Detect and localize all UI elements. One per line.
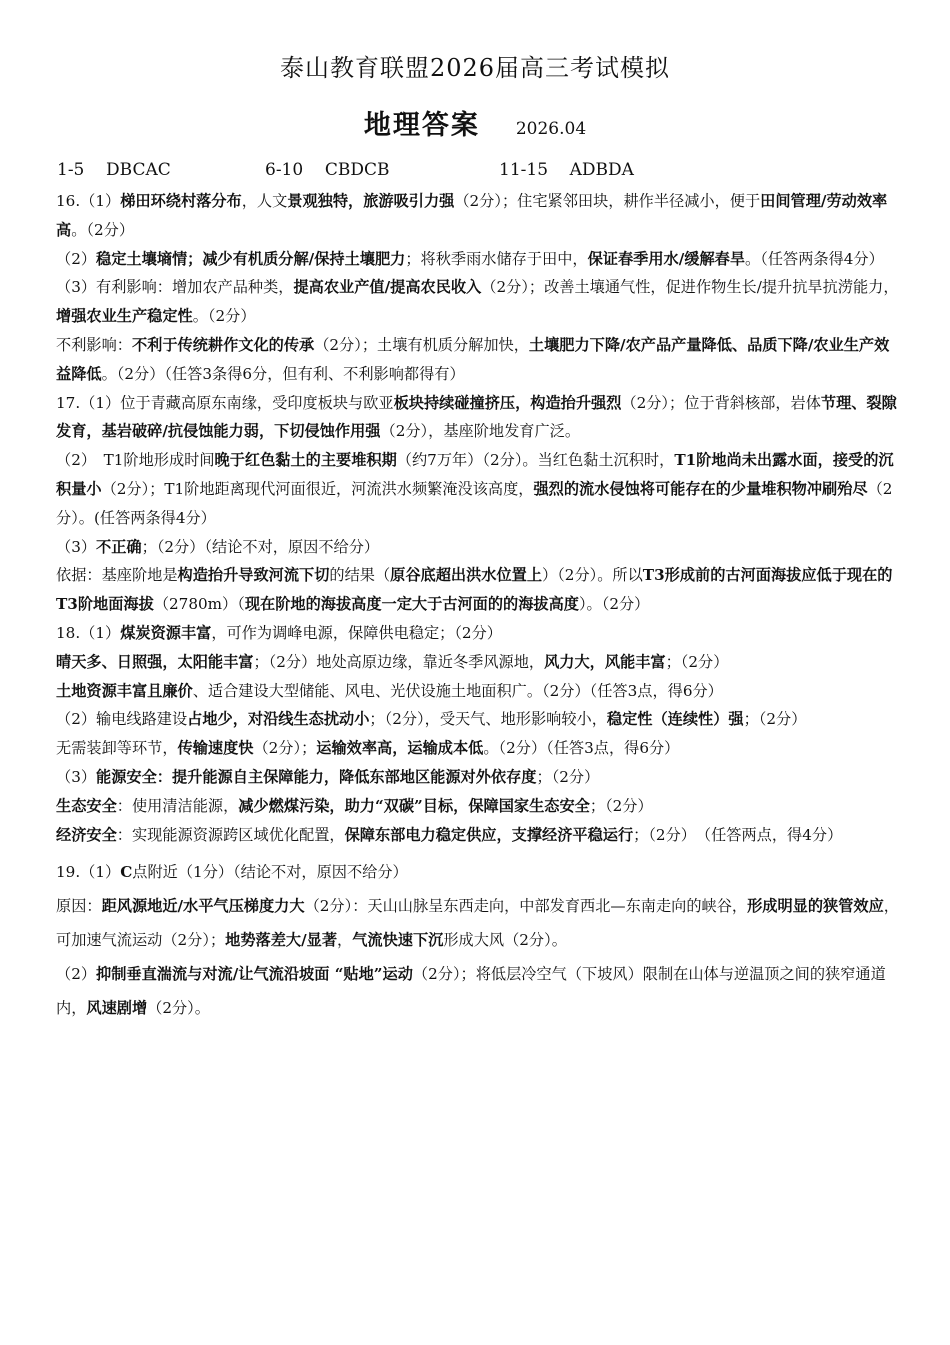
answer-text: 18.（1） xyxy=(56,623,121,642)
answer-text: ）（2分）。所以 xyxy=(542,566,643,585)
answer-paragraph xyxy=(56,705,904,734)
answer-text: （2分）；土壤有机质分解加快， xyxy=(314,335,529,354)
answer-paragraph xyxy=(56,677,904,706)
answer-text: 依据：基座阶地是 xyxy=(56,566,178,585)
mc-range: 6-10 xyxy=(265,160,304,180)
key-point-text: 抑制垂直湍流与对流/让气流沿坡面 “贴地”运动 xyxy=(96,965,413,984)
answer-text: ：实现能源资源跨区域优化配置， xyxy=(116,825,345,844)
key-point-text: 煤炭资源丰富 xyxy=(120,623,212,642)
key-point-text: 构造抬升导致河流下切 xyxy=(177,566,330,585)
question-19-paragraphs xyxy=(56,855,904,1025)
mc-group xyxy=(265,160,499,180)
answer-text: （2） xyxy=(56,249,97,268)
answer-paragraph xyxy=(56,855,904,889)
mc-range: 11-15 xyxy=(499,160,549,180)
answer-text: 。（任答两条得4分） xyxy=(745,249,884,268)
answer-text: （约7万年）（2分）。当红色黏土沉积时， xyxy=(396,451,675,470)
answer-text: 19.（1） xyxy=(56,863,121,882)
answer-text: ）。（2分） xyxy=(578,595,650,614)
answer-paragraph xyxy=(56,763,904,792)
key-point-text: 距风源地近/水平气压梯度力大 xyxy=(101,897,305,916)
key-point-text: 不正确 xyxy=(96,537,142,556)
key-point-text: 土地资源丰富且廉价 xyxy=(56,681,193,700)
answer-text: （2分），基座阶地发育广泛。 xyxy=(380,422,581,441)
answer-text: （3）有利影响：增加农产品种类， xyxy=(56,278,294,297)
subtitle-row xyxy=(0,103,950,142)
key-point-text: 地势落差大/显著 xyxy=(225,931,338,950)
key-point-text: T3形成前的古河面海拔应低于现在的T3阶地面海拔 xyxy=(56,566,893,614)
answer-text: （2分）；住宅紧邻田块，耕作半径减小，便于 xyxy=(454,192,761,210)
answer-text: 16.（1） xyxy=(56,192,121,210)
answer-paragraph xyxy=(56,446,904,532)
answer-text: （2）输电线路建设 xyxy=(56,710,188,729)
answer-text: ；（2分），受天气、地形影响较小， xyxy=(369,710,607,729)
answer-text: （3） xyxy=(56,767,97,786)
mc-answers: ADBDA xyxy=(569,160,634,180)
answer-paragraph xyxy=(56,561,904,619)
key-point-text: 原谷底超出洪水位置上 xyxy=(390,566,542,585)
key-point-text: 稳定性（连续性）强 xyxy=(606,710,744,729)
multiple-choice-answers xyxy=(57,160,917,180)
answer-paragraph xyxy=(56,792,904,821)
key-point-text: 风力大，风能丰富 xyxy=(544,652,666,671)
answer-text: 形成大风（2分）。 xyxy=(443,931,567,950)
key-point-text: 生态安全 xyxy=(56,796,117,815)
mc-answers: CBDCB xyxy=(324,160,390,180)
key-point-text: 增强农业生产稳定性 xyxy=(56,307,193,326)
answer-text: 。（2分）（任答3条得6分，但有利、不利影响都得有） xyxy=(101,364,465,383)
answer-text: ；（2分） xyxy=(665,652,729,671)
answer-paragraph xyxy=(56,187,904,245)
answer-text: （2分）；改善土壤通气性，促进作物生长/提升抗旱抗涝能力， xyxy=(481,278,899,297)
key-point-text: C xyxy=(120,863,133,882)
key-point-text: 梯田环绕村落分布 xyxy=(120,192,242,210)
answer-text: （2分）。(任答两条得4分） xyxy=(56,479,893,527)
answer-text: 的结果（ xyxy=(329,566,391,585)
key-point-text: 晴天多、日照强，太阳能丰富 xyxy=(56,652,254,671)
key-point-text: 保证春季用水/缓解春旱 xyxy=(587,249,746,268)
key-point-text: 田间管理/劳动效率高 xyxy=(56,192,888,239)
answer-text: ，可作为调峰电源，保障供电稳定；（2分） xyxy=(211,623,502,642)
answer-text: ， xyxy=(337,931,353,950)
key-point-text: 减少燃煤污染，助力“双碳”目标，保障国家生态安全 xyxy=(238,796,590,815)
answer-paragraph xyxy=(56,889,904,957)
answer-text: （2分）；将低层冷空气（下坡风）限制在山体与逆温顶之间的狭窄通道内， xyxy=(56,965,886,1018)
answer-text: （2780m）（ xyxy=(153,595,245,614)
answer-text: ，人文 xyxy=(241,192,288,210)
key-point-text: 风速剧增 xyxy=(86,999,148,1018)
answer-text: 、适合建设大型储能、风电、光伏设施土地面积广。（2分）（任答3点，得6分） xyxy=(192,681,723,700)
answer-text: ；将秋季雨水储存于田中， xyxy=(405,249,588,268)
answer-text: ；（2分）（结论不对，原因不给分） xyxy=(141,537,380,556)
key-point-text: 晚于红色黏土的主要堆积期 xyxy=(214,451,397,470)
key-point-text: T1阶地尚未出露水面，接受的沉积量小 xyxy=(56,451,894,498)
answer-text: （2分）。 xyxy=(147,999,210,1018)
answer-text: ；（2分） xyxy=(589,796,653,815)
answer-text: 原因： xyxy=(56,897,102,916)
document-date: 2026.04 xyxy=(515,119,587,139)
answer-paragraph xyxy=(56,734,904,763)
answer-paragraph xyxy=(56,273,904,331)
document-subtitle: 地理答案 xyxy=(363,110,480,141)
answer-text: 17.（1）位于青藏高原东南缘，受印度板块与欧亚 xyxy=(56,393,394,412)
answer-text: ；（2分） xyxy=(743,710,807,729)
key-point-text: 气流快速下沉 xyxy=(352,931,444,950)
key-point-text: 占地少，对沿线生态扰动小 xyxy=(187,710,370,729)
answer-paragraph xyxy=(56,619,904,648)
answer-text: （3） xyxy=(56,537,97,556)
answer-text: ；（2分）地处高原边缘，靠近冬季风源地， xyxy=(253,652,545,671)
answer-paragraph xyxy=(56,821,904,850)
answer-text: （2分）；T1阶地距离现代河面很近，河流洪水频繁淹没该高度， xyxy=(101,479,534,498)
key-point-text: 能源安全：提升能源自主保障能力，降低东部地区能源对外依存度 xyxy=(96,767,537,786)
answer-text: ，可加速气流运动（2分）； xyxy=(56,897,899,950)
answer-paragraph xyxy=(56,648,904,677)
answer-paragraph xyxy=(56,533,904,562)
answer-text: 。（2分）（任答3点，得6分） xyxy=(483,739,680,758)
answer-text: 不利影响： xyxy=(56,335,132,354)
answer-paragraph xyxy=(56,331,904,389)
answer-paragraphs xyxy=(56,187,904,849)
key-point-text: 运输效率高，运输成本低 xyxy=(316,739,484,758)
mc-range: 1-5 xyxy=(57,160,85,180)
answer-text: （2分）：天山山脉呈东西走向，中部发育西北—东南走向的峡谷， xyxy=(304,897,748,916)
key-point-text: 传输速度快 xyxy=(177,739,254,758)
answer-text: 。（2分） xyxy=(71,220,135,239)
key-point-text: 经济安全 xyxy=(56,825,117,844)
answer-content xyxy=(56,187,904,1025)
answer-text: 无需装卸等环节， xyxy=(56,739,178,758)
key-point-text: 板块持续碰撞挤压，构造抬升强烈 xyxy=(393,393,622,412)
key-point-text: 土壤肥力下降/农产品产量降低、品质下降/农业生产效益降低 xyxy=(56,335,890,383)
answer-paragraph xyxy=(56,389,904,447)
key-point-text: 景观独特，旅游吸引力强 xyxy=(287,192,455,210)
key-point-text: 保障东部电力稳定供应，支撑经济平稳运行 xyxy=(344,825,634,844)
key-point-text: 形成明显的狭管效应 xyxy=(747,897,884,916)
answer-paragraph xyxy=(56,957,904,1025)
key-point-text: 现在阶地的海拔高度一定大于古河面的的海拔高度 xyxy=(244,595,579,614)
answer-text: （2） xyxy=(56,965,97,984)
key-point-text: 强烈的流水侵蚀将可能存在的少量堆积物冲刷殆尽 xyxy=(533,479,868,498)
answer-text: ；（2分） （任答两点，得4分） xyxy=(633,825,843,844)
document-title: 泰山教育联盟2026届高三考试模拟 xyxy=(279,54,671,82)
mc-group xyxy=(57,160,265,180)
answer-paragraph xyxy=(56,245,904,274)
answer-text: ；（2分） xyxy=(536,767,600,786)
key-point-text: 稳定土壤墒情；减少有机质分解/保持土壤肥力 xyxy=(96,249,406,268)
mc-group xyxy=(499,160,634,180)
answer-text: 点附近（1分）（结论不对，原因不给分） xyxy=(132,863,408,882)
key-point-text: 节理、裂隙发育，基岩破碎/抗侵蚀能力弱，下切侵蚀作用强 xyxy=(56,393,897,441)
answer-text: （2分）； xyxy=(253,739,317,758)
answer-text: ：使用清洁能源， xyxy=(116,796,239,815)
answer-text: （2） T1阶地形成时间 xyxy=(56,451,215,470)
mc-answers: DBCAC xyxy=(106,160,171,180)
answer-text: （2分）；位于背斜核部，岩体 xyxy=(621,393,821,412)
key-point-text: 不利于传统耕作文化的传承 xyxy=(131,335,315,354)
key-point-text: 提高农业产值/提高农民收入 xyxy=(293,278,482,297)
answer-text: 。（2分） xyxy=(192,307,256,326)
